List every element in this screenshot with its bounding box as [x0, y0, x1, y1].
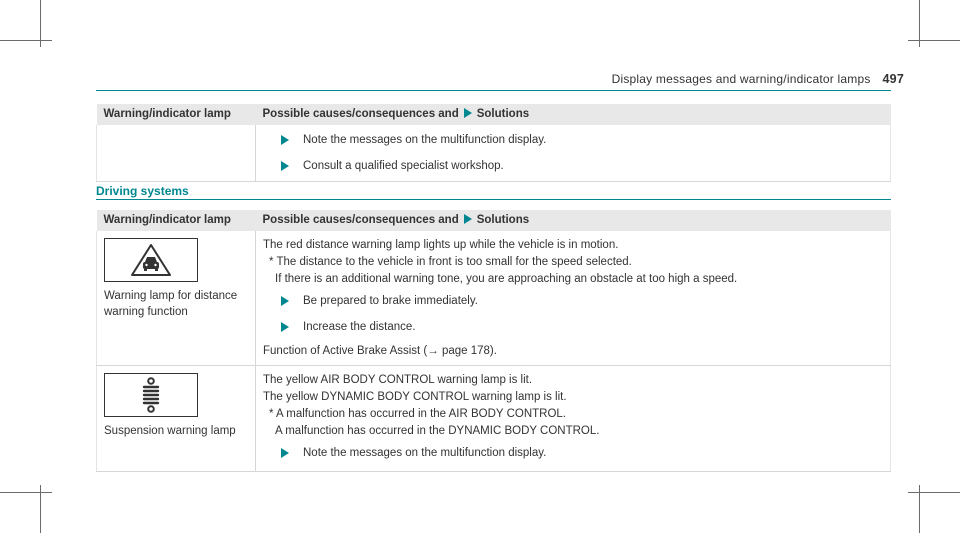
page-reference — [263, 343, 883, 359]
solution-step — [263, 314, 883, 340]
reference-text: Function of Active Brake Assist ( — [263, 345, 428, 357]
suspension-icon — [104, 373, 198, 417]
reference-page-link[interactable]: page 178). — [438, 345, 497, 357]
cause-text: * A malfunction has occurred in the AIR BODY CONTROL. — [269, 408, 567, 420]
header-title: Display messages and warning/indicator lamps — [611, 72, 871, 86]
crop-mark — [908, 40, 960, 41]
solution-arrow-icon — [281, 322, 289, 332]
section-title: Driving systems — [96, 184, 189, 198]
solution-text: Be prepared to brake immediately. — [303, 295, 478, 307]
causes-cell — [256, 366, 891, 472]
col-header-lamp: Warning/indicator lamp — [97, 210, 256, 231]
solution-arrow-icon — [464, 108, 472, 118]
reference-arrow: → — [427, 345, 439, 357]
distance-warning-icon — [104, 238, 198, 282]
causes-cell — [256, 231, 891, 366]
header-rule — [96, 90, 891, 91]
solution-text: Note the messages on the multifunction display. — [303, 447, 547, 459]
table-row — [97, 231, 891, 366]
col-header-solutions: Solutions — [476, 108, 530, 120]
col-header-lamp: Warning/indicator lamp — [97, 104, 256, 125]
crop-mark — [908, 492, 960, 493]
solution-step — [263, 127, 883, 153]
causes-cell — [256, 125, 891, 182]
solution-step — [263, 440, 883, 466]
section-rule — [96, 199, 891, 200]
page-number: 497 — [882, 72, 904, 86]
solution-step — [263, 153, 883, 179]
running-header — [612, 72, 904, 86]
solution-arrow-icon — [464, 214, 472, 224]
col-header-solutions: Solutions — [476, 214, 530, 226]
col-header-causes — [256, 210, 891, 231]
solution-step — [263, 288, 883, 314]
lamp-table-2 — [96, 210, 891, 472]
col-header-causes-prefix: Possible causes/consequences and — [262, 108, 459, 120]
lamp-label: Warning lamp for distance — [104, 290, 238, 302]
lamp-cell — [97, 231, 256, 366]
solution-arrow-icon — [281, 161, 289, 171]
lamp-label: Suspension warning lamp — [104, 425, 236, 437]
solution-arrow-icon — [281, 135, 289, 145]
table-row — [97, 366, 891, 472]
col-header-causes-prefix: Possible causes/consequences and — [262, 214, 459, 226]
cause-text: The yellow AIR BODY CONTROL warning lamp is lit. — [263, 374, 533, 386]
crop-mark — [0, 40, 52, 41]
cause-text: The yellow DYNAMIC BODY CONTROL warning lamp is lit. — [263, 391, 567, 403]
cause-text: * The distance to the vehicle in front is too small for the speed selected. — [269, 256, 632, 268]
cause-text: A malfunction has occurred in the DYNAMIC BODY CONTROL. — [275, 425, 600, 437]
lamp-table-1 — [96, 104, 891, 182]
lamp-label: warning function — [104, 306, 188, 318]
lamp-cell — [97, 125, 256, 182]
cause-text: If there is an additional warning tone, you are approaching an obstacle at too high a speed. — [275, 273, 738, 285]
solution-arrow-icon — [281, 448, 289, 458]
col-header-causes — [256, 104, 891, 125]
lamp-cell — [97, 366, 256, 472]
solution-text: Increase the distance. — [303, 321, 416, 333]
solution-text: Note the messages on the multifunction display. — [303, 134, 547, 146]
solution-text: Consult a qualified specialist workshop. — [303, 160, 504, 172]
crop-mark — [0, 492, 52, 493]
solution-arrow-icon — [281, 296, 289, 306]
cause-text: The red distance warning lamp lights up while the vehicle is in motion. — [263, 239, 619, 251]
